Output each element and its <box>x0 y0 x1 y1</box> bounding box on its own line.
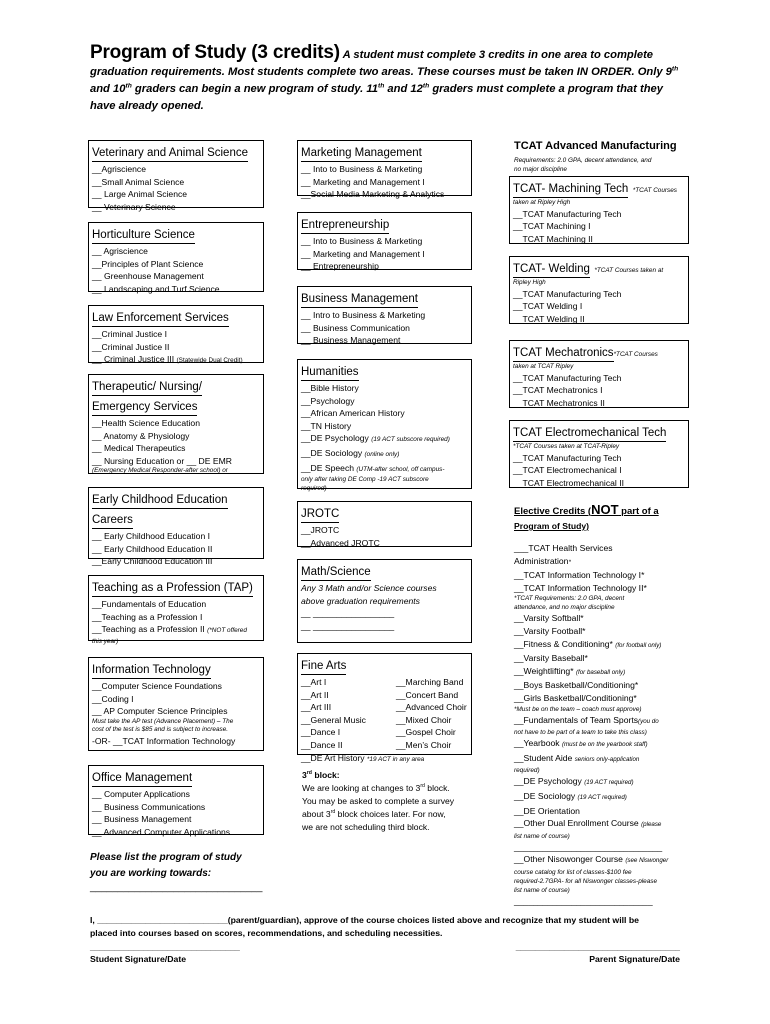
course-option[interactable]: __DE Sociology (online only) <box>301 447 400 458</box>
course-option[interactable]: __Gospel Choir <box>396 727 456 738</box>
course-option[interactable]: __Health Science Education <box>92 418 200 428</box>
program-title: Fine Arts <box>301 659 346 675</box>
course-option[interactable]: __Fundamentals of Education <box>92 599 207 609</box>
course-option[interactable]: __TCAT Manufacturing Tech <box>513 208 622 219</box>
program-entrepreneurship <box>297 212 472 270</box>
elective-note: list name of course) <box>514 832 570 840</box>
course-option[interactable]: __Computer Science Foundations <box>92 681 222 691</box>
program-tcat-electromechanical <box>509 420 689 488</box>
elective-option[interactable]: __Boys Basketball/Conditioning* <box>514 680 639 691</box>
program-title: Emergency Services <box>92 400 197 416</box>
program-title: Office Management <box>92 771 192 787</box>
course-blank[interactable]: __ _________________ <box>301 633 395 644</box>
course-option[interactable]: __Art I <box>301 677 327 687</box>
course-option[interactable]: __Art III <box>301 702 332 713</box>
course-option[interactable]: __Agriscience <box>92 164 146 174</box>
course-option[interactable]: __TCAT Mechatronics I <box>513 385 603 396</box>
course-note: Ripley High <box>513 279 546 286</box>
course-option[interactable]: __ Nursing Education or __ DE EMR <box>92 455 232 466</box>
elective-option[interactable]: __Varsity Football* <box>514 625 586 636</box>
course-note: (Emergency Medical Responder-after school) or <box>92 467 228 475</box>
course-option[interactable]: __ AP Computer Science Principles <box>92 706 228 717</box>
course-option[interactable]: __DE Art History *19 ACT in any area <box>301 752 425 763</box>
course-option[interactable]: __TCAT Welding I <box>513 301 583 312</box>
program-title: TCAT- Welding <box>513 262 590 278</box>
program-title: Therapeutic/ Nursing/ <box>92 380 202 396</box>
course-option[interactable]: __JROTC <box>301 525 340 535</box>
program-title: Information Technology <box>92 663 211 679</box>
program-office-management <box>88 765 264 835</box>
student-signature-field[interactable]: _______________________________ <box>90 942 240 952</box>
elective-option[interactable]: __Student Aide seniors only-application <box>514 752 640 763</box>
course-option[interactable]: __Principles of Plant Science <box>92 258 204 269</box>
elective-note: not have to be part of a team to take this class) <box>514 729 647 737</box>
program-law-enforcement <box>88 305 264 363</box>
program-jrotc <box>297 501 472 547</box>
parent-signature-field[interactable]: __________________________________ <box>515 942 680 952</box>
program-tcat-mechatronics: TCAT Mechatronics*TCAT Courses taken at TCAT Ripley __TCAT Manufacturing Tech __TCAT Mechatronics I __TCAT Mechatronics II <box>509 340 689 408</box>
elective-option[interactable]: __DE Sociology (19 ACT required) <box>514 790 627 801</box>
program-fine-arts <box>297 653 472 763</box>
parent-consent: I, ___________________________(parent/guardian), approve of the course choices listed above and recognize that my student will be placed into courses based on scores, recommendations, and scheduling necessities. <box>90 915 639 938</box>
program-horticulture <box>88 222 264 292</box>
program-marketing <box>297 140 472 200</box>
course-option[interactable]: __ Marketing and Management I <box>301 176 425 187</box>
course-note: taken at TCAT Ripley <box>513 363 574 370</box>
elective-option[interactable]: __Fitness & Conditioning* (for football only) <box>514 638 662 649</box>
course-option[interactable]: __TCAT Manufacturing Tech <box>513 372 622 383</box>
course-option[interactable]: __Coding I <box>92 693 134 704</box>
elective-blank[interactable]: _______________________________ <box>514 841 663 852</box>
course-option[interactable]: __TN History <box>301 420 352 431</box>
course-option[interactable]: __Marching Band <box>396 677 464 687</box>
third-block-notice: 3rd block: We are looking at changes to 3rd block. You may be asked to complete a survey about 3rd block choices later. For now, we are not scheduling third block. <box>302 770 455 832</box>
elective-credits-title: Elective Credits (NOT part of a Program of Study) <box>514 502 659 531</box>
course-blank[interactable]: __ _________________ <box>301 620 395 631</box>
course-option[interactable]: __ Early Childhood Education II <box>92 543 213 554</box>
program-of-study-field[interactable]: _______________________________ <box>90 882 263 893</box>
elective-note: course catalog for list of classes-$100 fee <box>514 868 632 876</box>
program-title: Humanities <box>301 365 359 381</box>
program-title: Horticulture Science <box>92 228 195 244</box>
program-title: TCAT Electromechanical Tech <box>513 426 666 442</box>
program-tcat-machining: TCAT- Machining Tech *TCAT Courses taken at Ripley High __TCAT Manufacturing Tech __TCAT Machining I __TCAT Machining II <box>509 176 689 244</box>
course-note: cost of the test is $85 and is subject to increase. <box>92 726 229 734</box>
course-option[interactable]: __Mixed Choir <box>396 714 452 725</box>
course-note: required) <box>301 484 327 492</box>
course-option[interactable]: __African American History <box>301 408 405 419</box>
course-option[interactable]: __DE Psychology (19 ACT subscore required) <box>301 433 450 444</box>
program-title: TCAT Mechatronics <box>513 346 614 362</box>
course-note: Must take the AP test (Advance Placement) – The <box>92 717 234 725</box>
program-title: Marketing Management <box>301 146 422 162</box>
elective-note: required-2.7GPA- for all Niswonger classes-please <box>514 877 658 885</box>
course-option[interactable]: __ Veterinary Science <box>92 201 176 212</box>
tcat-requirements: Requirements: 2.0 GPA, decent attendance, and no major discipline <box>514 157 652 173</box>
course-option[interactable]: __ Early Childhood Education I <box>92 531 211 541</box>
course-option[interactable]: __TCAT Machining II <box>513 233 593 244</box>
tcat-section-title: TCAT Advanced Manufacturing <box>514 140 677 152</box>
elective-option[interactable]: __Weightlifting* (for baseball only) <box>514 665 626 676</box>
elective-option[interactable]: __TCAT Information Technology II* <box>514 582 647 593</box>
program-of-study-prompt: Please list the program of study you are working towards: _______________________________ <box>90 850 290 894</box>
course-note: only after taking DE Comp -19 ACT subscore <box>301 476 429 484</box>
elective-list <box>514 542 694 907</box>
course-option[interactable]: __ Criminal Justice III (Statewide Dual Credit) <box>92 354 243 365</box>
program-title: Entrepreneurship <box>301 218 389 234</box>
course-option[interactable]: __ Business Management <box>92 814 192 825</box>
course-option[interactable]: __Teaching as a Profession I <box>92 611 203 622</box>
program-title: Law Enforcement Services <box>92 311 229 327</box>
course-option[interactable]: __Social Media Marketing & Analytics <box>301 189 445 200</box>
course-option[interactable]: __TCAT Manufacturing Tech <box>513 288 622 299</box>
program-tcat-welding: TCAT- Welding *TCAT Courses taken at Ripley High __TCAT Manufacturing Tech __TCAT Welding I __TCAT Welding II <box>509 256 689 324</box>
program-title: Veterinary and Animal Science <box>92 146 248 162</box>
program-early-childhood <box>88 487 264 567</box>
elective-note: attendance, and no major discipline <box>514 604 615 612</box>
course-option[interactable]: __DE Speech (UTM-after school, off campus- <box>301 462 445 473</box>
course-option[interactable]: __Men’s Choir <box>396 739 452 750</box>
program-information-technology <box>88 657 264 751</box>
course-option[interactable]: __Bible History <box>301 383 359 393</box>
elective-option[interactable]: __Varsity Baseball* <box>514 653 588 664</box>
program-veterinary <box>88 140 264 212</box>
program-title: Teaching as a Profession (TAP) <box>92 581 253 597</box>
course-option[interactable]: __ Agriscience <box>92 246 148 256</box>
program-note: Any 3 Math and/or Science courses <box>301 583 437 593</box>
course-option[interactable]: __ Greenhouse Management <box>92 271 204 282</box>
program-title: TCAT- Machining Tech <box>513 182 628 198</box>
course-option[interactable]: __TCAT Mechatronics II <box>513 397 605 408</box>
course-option[interactable]: __ Into to Business & Marketing <box>301 164 423 174</box>
program-business-management <box>297 286 472 344</box>
program-note: above graduation requirements <box>301 595 420 606</box>
course-option[interactable]: __TCAT Welding II <box>513 313 585 324</box>
course-option[interactable]: __ Medical Therapeutics <box>92 443 186 454</box>
intro-text: Program of Study (3 credits) A student must complete 3 credits in one area to complete graduation requirements. Most students complete two areas. These courses must be taken IN ORDER. Only 9th and 10th graders can begin a new program of study. 11th and 12th graders must complete a program that they have already opened. <box>90 42 679 112</box>
elective-blank[interactable]: _____________________________ <box>514 895 653 906</box>
student-signature: _______________________________ Student Signature/Date <box>90 942 240 964</box>
course-blank[interactable]: __ _________________ <box>301 608 395 619</box>
course-option[interactable]: __Early Childhood Education III <box>92 556 213 567</box>
program-teaching-profession <box>88 575 264 645</box>
program-title: Math/Science <box>301 565 371 581</box>
elective-option[interactable]: Administration* <box>514 555 571 566</box>
course-option[interactable]: __ Into to Business & Marketing <box>301 236 423 246</box>
course-option[interactable]: __ Advanced Computer Applications <box>92 826 231 837</box>
elective-option[interactable]: __Other Dual Enrollment Course (please <box>514 818 662 829</box>
course-option[interactable]: __ Computer Applications <box>92 789 190 799</box>
course-option[interactable]: __Dance II <box>301 739 343 750</box>
course-note: this year) <box>92 637 119 645</box>
course-option[interactable]: __Criminal Justice I <box>92 329 167 339</box>
course-note: taken at Ripley High <box>513 199 571 206</box>
course-option[interactable]: __ Business Communications <box>92 801 206 812</box>
page-title: Program of Study (3 credits) <box>90 42 340 63</box>
course-option[interactable]: __ Landscaping and Turf Science <box>92 283 220 294</box>
course-option[interactable]: __Advanced JROTC <box>301 537 380 548</box>
course-option[interactable]: __General Music <box>301 714 366 725</box>
course-option[interactable]: __ Marketing and Management I <box>301 248 425 259</box>
course-option[interactable]: __Concert Band <box>396 689 459 700</box>
course-option[interactable]: __Art II <box>301 689 329 700</box>
elective-option[interactable]: __Girls Basketball/Conditioning* <box>514 692 637 703</box>
course-option[interactable]: __ Intro to Business & Marketing <box>301 310 426 320</box>
program-humanities <box>297 359 472 492</box>
course-note: *TCAT Courses taken at TCAT-Ripley <box>513 443 620 450</box>
parent-signature: __________________________________ Parent Signature/Date <box>500 941 680 965</box>
course-option[interactable]: __Psychology <box>301 395 355 406</box>
elective-note: *Must be on the team – coach must approve) <box>514 705 642 713</box>
course-option[interactable]: __Criminal Justice II <box>92 341 170 352</box>
course-option[interactable]: __ Business Management <box>301 335 401 346</box>
course-option[interactable]: __ Large Animal Science <box>92 189 188 200</box>
course-option[interactable]: __Small Animal Science <box>92 176 185 187</box>
elective-option[interactable]: __Yearbook (must be on the yearbook staff) <box>514 738 648 749</box>
course-option[interactable]: __Advanced Choir <box>396 702 467 713</box>
elective-note: *TCAT Requirements: 2.0 GPA, decent <box>514 595 625 603</box>
course-option[interactable]: __ Anatomy & Physiology <box>92 430 190 441</box>
elective-option[interactable]: __DE Psychology (19 ACT required) <box>514 776 634 787</box>
course-option[interactable]: __TCAT Manufacturing Tech <box>513 452 622 463</box>
elective-option[interactable]: __DE Orientation <box>514 805 580 816</box>
elective-note: required) <box>514 767 540 775</box>
program-therapeutic-nursing <box>88 374 264 474</box>
program-title: JROTC <box>301 507 339 523</box>
course-option[interactable]: -OR- __TCAT Information Technology <box>92 735 236 746</box>
course-option[interactable]: __ Business Communication <box>301 322 410 333</box>
program-title: Careers <box>92 513 133 529</box>
course-option[interactable]: __Teaching as a Profession II (*NOT offered <box>92 624 247 635</box>
elective-note: list name of course) <box>514 886 570 894</box>
course-option[interactable]: __ Entrepreneurship <box>301 261 379 272</box>
elective-option[interactable]: __TCAT Information Technology I* <box>514 570 645 581</box>
course-option[interactable]: __TCAT Machining I <box>513 221 591 232</box>
elective-option[interactable]: __Fundamentals of Team Sports(you do <box>514 714 659 725</box>
course-option[interactable]: __TCAT Electromechanical I <box>513 465 622 476</box>
program-title: Early Childhood Education <box>92 493 228 509</box>
program-math-science <box>297 559 472 643</box>
program-title: Business Management <box>301 292 418 308</box>
course-option[interactable]: __TCAT Electromechanical II <box>513 477 624 488</box>
elective-option[interactable]: __Other Nisowonger Course (see Niswonger <box>514 854 669 865</box>
elective-option[interactable]: ___TCAT Health Services <box>514 543 613 553</box>
elective-option[interactable]: __Varsity Softball* <box>514 613 584 624</box>
course-option[interactable]: __Dance I <box>301 727 341 738</box>
